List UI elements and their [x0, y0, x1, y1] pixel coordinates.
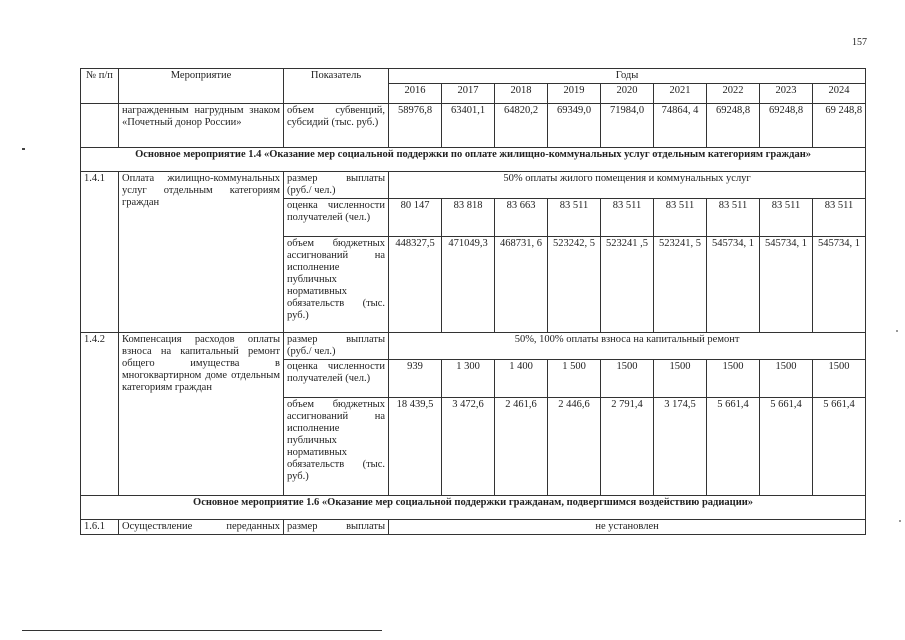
value-cell: 468731, 6: [495, 237, 548, 333]
value-cell: 545734, 1: [760, 237, 813, 333]
row-indicator: объем бюджетных ассигнований на исполнение публичных нормативных обязательств (тыс. руб.): [284, 237, 389, 333]
row-indicator: оценка численности получателей (чел.): [284, 199, 389, 237]
value-cell: 18 439,5: [389, 398, 442, 496]
value-cell: 83 511: [813, 199, 866, 237]
value-cell: 83 511: [760, 199, 813, 237]
scan-mark: [22, 148, 25, 150]
value-cell: 1500: [654, 360, 707, 398]
value-cell: 3 472,6: [442, 398, 495, 496]
row-event: Осуществление переданных: [119, 520, 284, 535]
header-event: Мероприятие: [119, 69, 284, 104]
scan-speck: [899, 520, 901, 522]
year-cell: 2018: [495, 84, 548, 104]
header-num: № п/п: [81, 69, 119, 104]
value-cell: 69248,8: [760, 104, 813, 148]
value-cell: 1 300: [442, 360, 495, 398]
row-indicator: размер выплаты: [284, 520, 389, 535]
measures-table: [80, 68, 866, 535]
section-row: [81, 496, 866, 520]
row-indicator: объем субвенций, субсидий (тыс. руб.): [284, 104, 389, 148]
footnote-divider: [22, 630, 382, 631]
section-row: [81, 148, 866, 172]
value-cell: 523241, 5: [654, 237, 707, 333]
payment-value: 50% оплаты жилого помещения и коммунальных услуг: [389, 172, 866, 199]
section-title-1-4: Основное мероприятие 1.4 «Оказание мер социальной поддержки по оплате жилищно-коммунальных услуг отдельным категориям граждан»: [81, 148, 866, 172]
year-cell: 2020: [601, 84, 654, 104]
value-cell: 74864, 4: [654, 104, 707, 148]
year-cell: 2021: [654, 84, 707, 104]
year-cell: 2017: [442, 84, 495, 104]
table-header-row: [81, 69, 866, 84]
value-cell: 64820,2: [495, 104, 548, 148]
value-cell: 5 661,4: [760, 398, 813, 496]
value-cell: 83 818: [442, 199, 495, 237]
table-row: [81, 520, 866, 535]
row-event: награжденным нагрудным знаком «Почетный донор России»: [119, 104, 284, 148]
row-indicator: объем бюджетных ассигнований на исполнение публичных нормативных обязательств (тыс. руб.): [284, 398, 389, 496]
table-row: [81, 172, 866, 199]
table-row: [81, 104, 866, 148]
value-cell: 545734, 1: [707, 237, 760, 333]
value-cell: 83 511: [548, 199, 601, 237]
scan-speck: [896, 330, 898, 332]
value-cell: 471049,3: [442, 237, 495, 333]
header-indicator: Показатель: [284, 69, 389, 104]
value-cell: 5 661,4: [707, 398, 760, 496]
value-cell: 1 500: [548, 360, 601, 398]
section-title-1-6: Основное мероприятие 1.6 «Оказание мер социальной поддержки гражданам, подвергшимся воздействию радиации»: [81, 496, 866, 520]
year-cell: 2016: [389, 84, 442, 104]
value-cell: 83 511: [601, 199, 654, 237]
year-cell: 2019: [548, 84, 601, 104]
value-cell: 448327,5: [389, 237, 442, 333]
value-cell: 83 511: [707, 199, 760, 237]
page-number: 157: [852, 37, 867, 48]
header-years: Годы: [389, 69, 866, 84]
value-cell: 1500: [601, 360, 654, 398]
value-cell: 2 791,4: [601, 398, 654, 496]
value-cell: 83 663: [495, 199, 548, 237]
value-cell: 3 174,5: [654, 398, 707, 496]
value-cell: 58976,8: [389, 104, 442, 148]
row-num: 1.6.1: [81, 520, 119, 535]
row-num: 1.4.2: [81, 333, 119, 496]
table-row: [81, 333, 866, 360]
row-num: [81, 104, 119, 148]
payment-value: не установлен: [389, 520, 866, 535]
value-cell: 1 400: [495, 360, 548, 398]
row-num: 1.4.1: [81, 172, 119, 333]
value-cell: 69 248,8: [813, 104, 866, 148]
row-event: Оплата жилищно-коммунальных услуг отдельным категориям граждан: [119, 172, 284, 333]
value-cell: 939: [389, 360, 442, 398]
value-cell: 69349,0: [548, 104, 601, 148]
row-event: Компенсация расходов оплаты взноса на капитальный ремонт общего имущества в многоквартирном доме отдельным категориям граждан: [119, 333, 284, 496]
value-cell: 83 511: [654, 199, 707, 237]
value-cell: 5 661,4: [813, 398, 866, 496]
row-indicator: размер выплаты (руб./ чел.): [284, 333, 389, 360]
year-cell: 2023: [760, 84, 813, 104]
value-cell: 523241 ,5: [601, 237, 654, 333]
year-cell: 2022: [707, 84, 760, 104]
value-cell: 80 147: [389, 199, 442, 237]
payment-value: 50%, 100% оплаты взноса на капитальный ремонт: [389, 333, 866, 360]
value-cell: 1500: [813, 360, 866, 398]
value-cell: 1500: [707, 360, 760, 398]
value-cell: 2 446,6: [548, 398, 601, 496]
value-cell: 71984,0: [601, 104, 654, 148]
value-cell: 523242, 5: [548, 237, 601, 333]
value-cell: 545734, 1: [813, 237, 866, 333]
row-indicator: размер выплаты (руб./ чел.): [284, 172, 389, 199]
value-cell: 63401,1: [442, 104, 495, 148]
year-cell: 2024: [813, 84, 866, 104]
value-cell: 1500: [760, 360, 813, 398]
value-cell: 69248,8: [707, 104, 760, 148]
row-indicator: оценка численности получателей (чел.): [284, 360, 389, 398]
value-cell: 2 461,6: [495, 398, 548, 496]
